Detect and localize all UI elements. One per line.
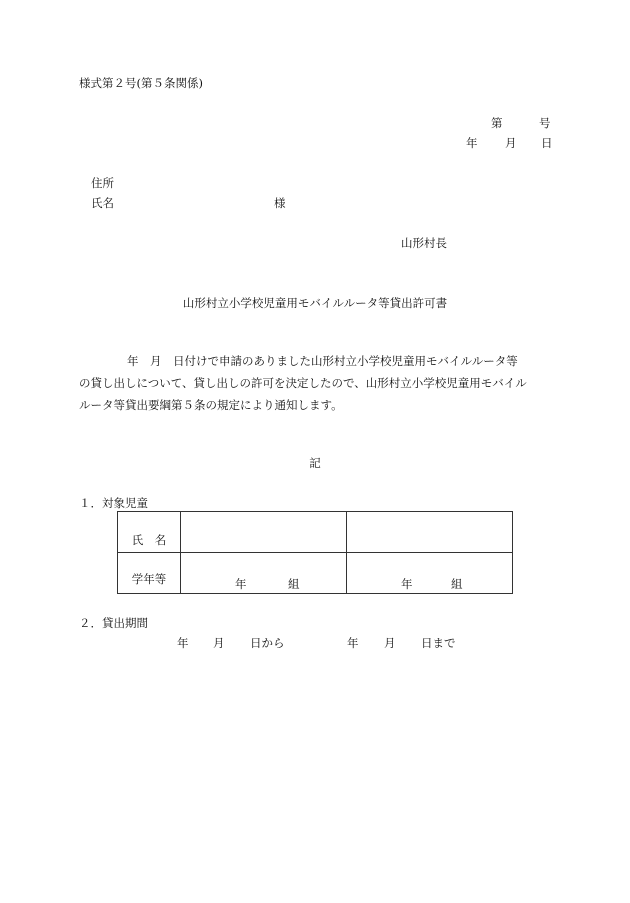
honorific: 様	[274, 196, 286, 210]
grade-cell-1	[181, 553, 347, 594]
date-month: 月	[505, 136, 517, 150]
child-name-cell-1	[181, 512, 347, 553]
period-from-month: 月	[213, 636, 225, 650]
table-row-grade	[118, 553, 513, 594]
grade-cell-1-nen: 年	[235, 577, 247, 591]
form-number: 様式第２号(第５条関係)	[79, 76, 203, 90]
body-line-1: 年 月 日付けで申請のありました山形村立小学校児童用モバイルルータ等	[127, 354, 518, 368]
period-until-day: 日まで	[421, 636, 456, 650]
period-until-year: 年	[347, 636, 359, 650]
table-name-label: 氏 名	[131, 533, 167, 547]
grade-cell-1-kumi: 組	[288, 577, 300, 591]
body-line-3: ルータ等貸出要綱第５条の規定により通知します。	[79, 398, 343, 412]
section2-heading: ２．貸出期間	[79, 616, 148, 630]
issuer: 山形村長	[401, 236, 447, 250]
table-grade-label-cell	[118, 553, 181, 594]
date-day: 日	[541, 136, 553, 150]
ki-mark: 記	[309, 456, 321, 470]
table-name-label-cell	[118, 512, 181, 553]
table-row-name	[118, 512, 513, 553]
period-from-year: 年	[177, 636, 189, 650]
table-grade-label: 学年等	[131, 572, 167, 586]
target-child-table	[117, 511, 513, 594]
address-label: 住所	[91, 176, 114, 190]
period-from-day: 日から	[250, 636, 285, 650]
grade-cell-2-nen: 年	[401, 577, 413, 591]
doc-number-gou: 号	[539, 116, 551, 130]
name-label: 氏名	[91, 196, 114, 210]
grade-cell-2	[347, 553, 513, 594]
grade-cell-2-kumi: 組	[451, 577, 463, 591]
document-title: 山形村立小学校児童用モバイルルータ等貸出許可書	[182, 296, 448, 310]
body-line-2: の貸し出しについて、貸し出しの許可を決定したので、山形村立小学校児童用モバイル	[79, 376, 527, 390]
period-until-month: 月	[384, 636, 396, 650]
doc-number-dai: 第	[491, 116, 503, 130]
section1-heading: １．対象児童	[79, 496, 148, 510]
date-year: 年	[466, 136, 478, 150]
child-name-cell-2	[347, 512, 513, 553]
